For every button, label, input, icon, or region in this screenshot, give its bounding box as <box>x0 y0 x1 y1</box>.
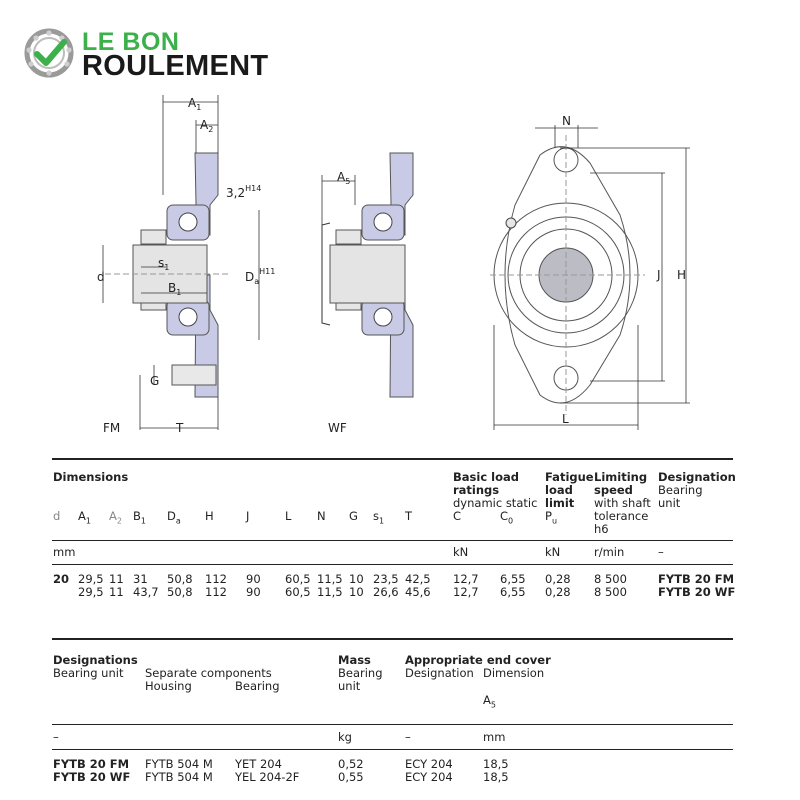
grease-nipple-icon <box>506 218 516 228</box>
comp-h-cover-desig: Designation <box>405 666 474 680</box>
cell-bearing: YET 204 <box>235 757 282 771</box>
fatigue-label-3: limit <box>545 496 575 510</box>
load-ratings-sub: dynamic static <box>453 496 538 510</box>
cell-c: 12,7 <box>453 585 479 599</box>
cell-h: 112 <box>205 572 227 586</box>
cell-da: 50,8 <box>167 572 193 586</box>
dim-a1-label: $A_1$ <box>188 96 202 112</box>
wf-view-label: WF <box>328 421 347 435</box>
dim-b1-label: $B_1$ <box>168 281 182 297</box>
dim-j-label: J <box>657 268 661 282</box>
cell-c0: 6,55 <box>500 585 526 599</box>
cell-g: 10 <box>349 572 364 586</box>
cell-h: 112 <box>205 585 227 599</box>
col-j: J <box>246 509 250 523</box>
comp-unit-dash-2: – <box>405 730 411 744</box>
cell-speed: 8 500 <box>594 585 627 599</box>
cell-j: 90 <box>246 572 261 586</box>
col-c: C <box>453 509 462 523</box>
cell-designation: FYTB 20 WF <box>658 585 736 599</box>
technical-drawing <box>0 85 800 445</box>
dim-l-label: L <box>562 412 569 426</box>
cell-c: 12,7 <box>453 572 479 586</box>
comp-unit-kg: kg <box>338 730 352 744</box>
comp-units-rule <box>52 749 733 750</box>
cell-dimension: 18,5 <box>483 757 509 771</box>
unit-speed: r/min <box>594 545 625 559</box>
col-da: $D_a$ <box>167 509 181 526</box>
unit-kn-2: kN <box>545 545 561 559</box>
cell-t: 42,5 <box>405 572 431 586</box>
comp-h-cover: Appropriate end cover <box>405 653 551 667</box>
dim-d-label: d <box>97 270 105 284</box>
comp-table-top-rule <box>52 638 733 640</box>
cell-bearing: YEL 204-2F <box>235 770 300 784</box>
speed-label-5: h6 <box>594 522 609 536</box>
comp-h-designations: Designations <box>53 653 138 667</box>
col-t: T <box>405 509 413 523</box>
dim-clearance-label: $3,2^{H14}$ <box>226 184 262 200</box>
dims-units-rule <box>52 564 733 565</box>
comp-h-bearing-unit: Bearing unit <box>53 666 124 680</box>
comp-unit-mm: mm <box>483 730 506 744</box>
brand-line-2: ROULEMENT <box>82 50 269 82</box>
dim-h-label: H <box>677 268 687 282</box>
brand-line-1: LE BON <box>82 28 180 56</box>
load-ratings-label-1: Basic load <box>453 470 519 484</box>
dims-header-rule <box>52 540 733 541</box>
cell-pu: 0,28 <box>545 572 571 586</box>
col-a1: $A_1$ <box>78 509 91 526</box>
cell-t: 45,6 <box>405 585 431 599</box>
cell-n: 11,5 <box>317 585 343 599</box>
cell-designation: FYTB 20 FM <box>658 572 735 586</box>
comp-h-mass-2: Bearing <box>338 666 383 680</box>
cell-l: 60,5 <box>285 572 311 586</box>
col-d: d <box>53 509 61 523</box>
comp-header-rule <box>52 724 733 725</box>
cell-b1: 43,7 <box>133 585 159 599</box>
comp-unit-dash-1: – <box>53 730 59 744</box>
cell-dimension: 18,5 <box>483 770 509 784</box>
unit-mm: mm <box>53 545 76 559</box>
dim-da-label: $D_a^{H11}$ <box>245 267 276 286</box>
comp-h-mass-3: unit <box>338 679 361 693</box>
speed-label-2: speed <box>594 483 633 497</box>
cell-j: 90 <box>246 585 261 599</box>
cell-s1: 26,6 <box>373 585 399 599</box>
fatigue-label-2: load <box>545 483 573 497</box>
fm-bolt <box>172 365 216 385</box>
cell-l: 60,5 <box>285 585 311 599</box>
cell-a2: 11 <box>109 572 124 586</box>
wf-shaft <box>330 245 405 303</box>
cell-c0: 6,55 <box>500 572 526 586</box>
cell-cover: ECY 204 <box>405 770 453 784</box>
comp-h-bearing: Bearing <box>235 679 280 693</box>
cell-cover: ECY 204 <box>405 757 453 771</box>
cell-housing: FYTB 504 M <box>145 770 213 784</box>
cell-unit: FYTB 20 FM <box>53 757 130 771</box>
cell-housing: FYTB 504 M <box>145 757 213 771</box>
dim-a5-label: $A_5$ <box>337 170 351 186</box>
dim-g-label: G <box>150 374 160 388</box>
comp-h-a5: $A_5$ <box>483 693 496 710</box>
speed-label-4: tolerance <box>594 509 649 523</box>
bearing-logo-icon <box>24 28 74 78</box>
cell-s1: 23,5 <box>373 572 399 586</box>
col-pu: $P_u$ <box>545 509 558 526</box>
cell-n: 11,5 <box>317 572 343 586</box>
dim-n-label: N <box>562 114 571 128</box>
fm-view-label: FM <box>103 421 121 435</box>
wf-end-cover <box>322 223 330 325</box>
col-b1: $B_1$ <box>133 509 146 526</box>
col-s1: $s_1$ <box>373 509 385 526</box>
comp-h-separate: Separate components <box>145 666 272 680</box>
speed-label-3: with shaft <box>594 496 651 510</box>
col-l: L <box>285 509 292 523</box>
cell-d: 20 <box>53 572 70 586</box>
load-ratings-label-2: ratings <box>453 483 500 497</box>
comp-h-mass-1: Mass <box>338 653 371 667</box>
dim-s1-label: $s_1$ <box>158 256 170 272</box>
col-c0: $C_0$ <box>500 509 514 526</box>
dims-table-top-rule <box>52 458 733 460</box>
fatigue-label-1: Fatigue <box>545 470 594 484</box>
designation-label-1: Designation <box>658 470 736 484</box>
dim-a2-label: $A_2$ <box>200 118 214 134</box>
unit-kn-1: kN <box>453 545 469 559</box>
col-h: H <box>205 509 214 523</box>
cell-a2: 11 <box>109 585 124 599</box>
unit-designation: – <box>658 545 664 559</box>
col-g: G <box>349 509 358 523</box>
designation-label-2: Bearing <box>658 483 703 497</box>
cell-b1: 31 <box>133 572 148 586</box>
cell-g: 10 <box>349 585 364 599</box>
cell-mass: 0,55 <box>338 770 364 784</box>
cell-a1: 29,5 <box>78 585 104 599</box>
cell-mass: 0,52 <box>338 757 364 771</box>
comp-h-cover-dim: Dimension <box>483 666 545 680</box>
designation-label-3: unit <box>658 496 681 510</box>
cell-speed: 8 500 <box>594 572 627 586</box>
cell-unit: FYTB 20 WF <box>53 770 131 784</box>
speed-label-1: Limiting <box>594 470 648 484</box>
col-n: N <box>317 509 326 523</box>
cell-pu: 0,28 <box>545 585 571 599</box>
cell-da: 50,8 <box>167 585 193 599</box>
cell-a1: 29,5 <box>78 572 104 586</box>
comp-h-housing: Housing <box>145 679 192 693</box>
col-a2: $A_2$ <box>109 509 122 526</box>
dims-group-label: Dimensions <box>53 470 129 484</box>
dim-t-label: T <box>176 421 184 435</box>
